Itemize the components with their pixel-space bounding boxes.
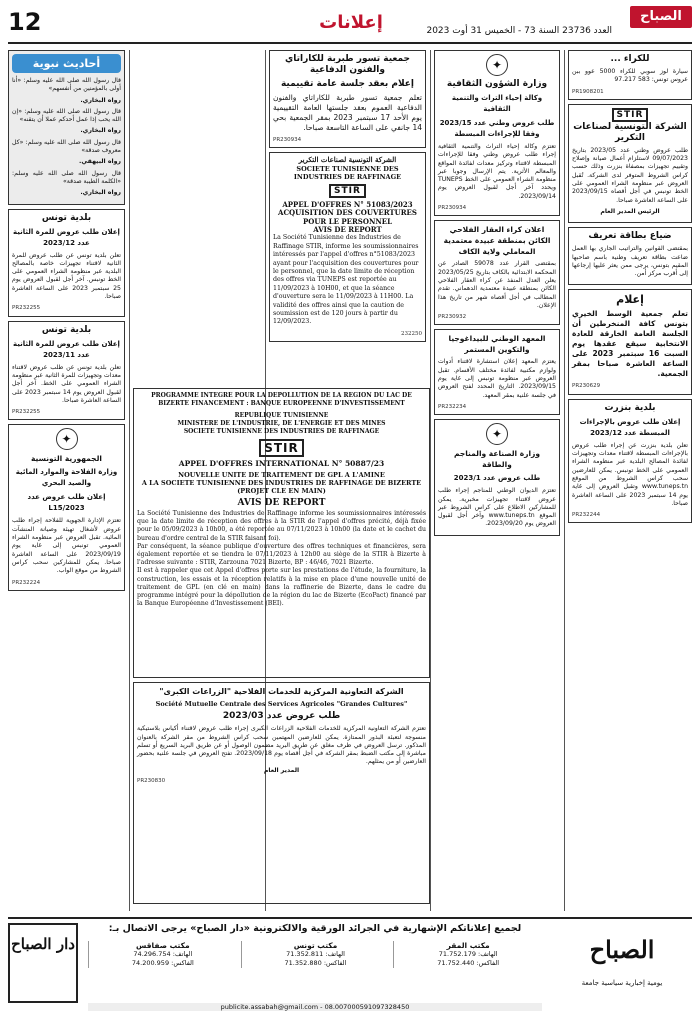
ad-signature: الرئيس المدير العام [600, 207, 660, 215]
contact-fax: الفاكس: 71.352.880 [284, 959, 347, 967]
hadith-box [8, 50, 125, 205]
column-rule [129, 50, 130, 911]
ad-text: طلب عروض وطني عدد 2023/05 بتاريخ 09/07/2023 لاستلزام أعمال صيانة وإصلاح وتقييم تجهيزات بمصفاة بنزرت وذلك حسب كراس الشروط المتوفر لدى الشركة. تُقبل العروض عبر منظومة الشراء العمومي على الخط تونبس في أجل أقصاه 2023/09/15 على الساعة العاشرة صباحا. [572, 146, 689, 204]
ad-title: بلدية بنزرت [604, 402, 656, 413]
hadith-source: رواه البخاري. [80, 189, 121, 197]
ad-text: تعتزم الشركة التعاونية المركزية للخدمات الفلاحية الزراعات الكبرى إجراء طلب عروض لاقتناء أكياس بلاستيكية منسوجة لتعبئة البذور الممتازة. يمكن للعارضين المهتمين سحب كراس الشروط من مقر الشركة بالعنوان المذكور. ترسل العروض في ظرف مغلق عن طريق البريد مضمون الوصول أو عن طريق البريد السريع أو تسلم مباشرة إلى مكتب الضبط بمقر الشركة في أجل أقصاه يوم 2023/09/18. تفتح العروض في جلسة علنية بحضور العارضين أو من يمثلهم. [137, 725, 426, 766]
ad-heading: طلب عروض وطني عدد 2023/15 وفقا للإجراءات المبسطة [439, 119, 555, 138]
company-ar: الشركة التونسية لصناعات التكرير [298, 155, 397, 165]
ad-subtitle: إعلان طلب عروض بالإجراءات المبسطة عدد 2023/12 [579, 417, 681, 437]
emblem-icon: ✦ [56, 428, 78, 450]
hadith-text: قال رسول الله صلى الله عليه وسلم: «إن الله يحب إذا عمل أحدكم عملا أن يتقنه» [12, 107, 121, 124]
ad-ministry-agriculture [8, 424, 125, 590]
ad-text: تعلن بلدية تونس عن طلب عروض للمرة الثانية لاقتناء تجهيزات خاصة بالمصالح البلدية عبر منظومة الشراء العمومي على الخط تونبس. آخر أجل لقبول العروض يوم 25 سبتمبر 2023 على الساعة العاشرة صباحا. [12, 251, 121, 301]
ad-ref: PR1908201 [572, 88, 604, 95]
page-number: 12 [8, 8, 42, 36]
stir-logo: STIR [329, 184, 366, 198]
ad-agri-cooperative [133, 682, 430, 904]
ad-text: تعلم جمعية تسور طبربة للكاراتاي والفنون الدفاعية العموم بعقد جلستها العامة التقييمية يوم الأحد 17 سبتمبر 2023 بمقر الجمعية بحي 14 جانفي على الساعة التاسعة صباحا. [273, 93, 422, 132]
footer-tagline: يومية إخبارية سياسية جامعة [581, 979, 663, 987]
emblem-icon: ✦ [486, 54, 508, 76]
emblem-icon: ✦ [486, 423, 508, 445]
stir-logo: STIR [259, 439, 304, 457]
hadith-text: قال رسول الله صلى الله عليه وسلم: «الكلمة الطيبة صدقة» [12, 169, 121, 185]
ad-ref: PR232244 [572, 512, 601, 519]
ad-title: جمعية تسور طبربة للكاراتاي والفنون الدفاعية [284, 54, 411, 75]
ao-report: AVIS DE REPORT [237, 497, 326, 508]
ao-report: AVIS DE REPORT [313, 225, 382, 235]
contact-title: مكتب صفاقس [136, 941, 190, 950]
ad-stir-couvertures [269, 152, 426, 342]
column-2 [434, 50, 560, 911]
ad-title: وزارة الشؤون الثقافية [446, 79, 548, 89]
masthead-logo: الصباح [630, 6, 692, 28]
ad-subtitle: وزارة الفلاحة والموارد المائية والصيد البحري [15, 468, 118, 488]
ad-title: وزارة الصناعة والمناجم والطاقة [453, 449, 541, 470]
contact-fax: الفاكس: 74.200.959 [131, 959, 194, 967]
ad-ref: PR230830 [137, 778, 166, 785]
ad-text: يعتزم المعهد إعلان استشارة لاقتناء أدوات ولوازم مكتبية لفائدة مختلف الأقسام. تقبل العروض عبر منظومة تونبس إلى غاية يوم 2023/09/15. التاريخ المحدد لفتح العروض في جلسة علنية بمقر المعهد. [438, 358, 556, 399]
ad-title: الجمهورية التونسية [31, 454, 102, 464]
ad-text: تعتزم الديوان الوطني للمناجم إجراء طلب عروض لاقتناء تجهيزات مخبرية. يمكن للمشاركين الاطلاع على كراس الشروط عبر الموقع www.tuneps.tn وآخر أجل لقبول العروض يوم 2023/09/20. [438, 487, 556, 528]
ad-text: سيارة لوز سوبي للكراء 5000 عوو ببن عروس تونس: 583 97.217 [572, 68, 688, 84]
ad-subtitle: وكالة إحياء التراث والتنمية الثقافية [451, 94, 543, 113]
ad-title: الشركة التونسية لصناعات التكرير [573, 121, 687, 143]
ad-text: تعلم جمعية الوسط الخيري بتونس كافة المنخرطين أن الجلسة العامة الخارقة للعادة الانتخابية سيقع عقدها يوم السبت 16 سبتمبر 2023 على الساعة العاشرة صباحا بمقر الجمعية. [572, 309, 688, 379]
page-header [8, 6, 692, 44]
ad-paragraph-3: Il est à rappeler que cet Appel d'offres porte sur les prestations de l'étude, la fourniture, la construction, les essais et la réception relatifs à la mise en place d'une nouvelle unité de traitement de GPL (en clé en main) dans la raffinerie de Bizerte, dans le cadre du programme intégré pour la dépollution de la région du lac de Bizerte (EcoPact) financé par la Banque Européenne d'Investissement (BEI). [137, 567, 426, 608]
ad-heading: طلب عروض عدد 2023/03 [222, 711, 341, 722]
page-footer [8, 917, 692, 1013]
ad-municipality-tunis-1 [8, 209, 125, 317]
company-fr-1: SOCIETE TUNISIENNE DES [296, 164, 399, 173]
ad-ref: PR230629 [572, 383, 601, 390]
hadith-source: رواه البخاري. [80, 127, 121, 135]
dar-assabah-logo: دار الصباح [8, 923, 78, 1003]
contact-phone: الهاتف: 74.296.754 [133, 950, 193, 958]
footer-web-bank: publicite.assabah@gmail.com - 08.007000591097328450 [88, 1003, 542, 1011]
ad-signature: المدير العام [263, 766, 300, 774]
ad-subtitle: طلب عروض عدد 2023/1 [453, 474, 541, 483]
ad-culture [434, 50, 560, 216]
ad-title: بلدية تونس [41, 212, 92, 223]
company-fr-2: INDUSTRIES DE RAFFINAGE [293, 172, 402, 181]
wide-ads [133, 388, 430, 909]
ad-text: La Société Tunisienne des Industries de Raffinage STIR, informe les soumissionnaires intéressés par l'appel d'offres n°51083/2023 ayant pour l'acquisition des couvertures pour le personnel, que la date limite de réception des offres via TUNEPS est reportée au 11/09/2023 à 10H00, et que la séance d'ouverture sera le 11/09/2023 à 11H00. La validité des offres ainsi que la caution de soumission est de 120 jours à partir du 12/09/2023. [273, 234, 419, 326]
ad-municipality-bizerte [568, 399, 692, 524]
ad-stir-international [133, 388, 430, 678]
contact-phone: الهاتف: 71.352.811 [286, 950, 345, 958]
ad-heading: إعلان طلب عروض عدد L15/2023 [27, 493, 106, 513]
ao-subject-2: A LA SOCIETE TUNISIENNE DES INDUSTRIES DE RAFFINAGE DE BIZERTE [141, 479, 422, 488]
ad-title: الشركة التعاونية المركزية للخدمات الفلاحية "الزراعات الكبرى" [159, 687, 404, 696]
ad-ref: PR230934 [273, 137, 302, 143]
contact-phone: الهاتف: 71.752.179 [438, 950, 498, 958]
ad-paragraph-1: La Société Tunisienne des Industries de Raffinage informe les soumissionnaires intéressés que la date limite de réception des offres à la STIR de l'appel d'offres précité, déjà fixée pour le 05/09/2023 à 10h00, a été reportée au 07/11/2023 à 10h00 (la date et le cachet du bureau d'ordre central de la STIR faisant foi). [137, 509, 426, 542]
ad-text: بمقتضى القرار عدد 59078 الصادر عن المحكمة الابتدائية بالكاف بتاريخ 2023/05/25 يعلن العدل المنفذ عن كراء العقار الفلاحي الكائن بمنطقة عبيدة معتمدية الدهماني. تقدم المطالب في أجل أقصاه شهر من تاريخ هذا الإعلان. [438, 260, 557, 309]
contact-office-sfax [88, 941, 237, 968]
ad-subtitle: إعلام بعقد جلسة عامة تقييمية [280, 79, 415, 89]
programme-title: PROGRAMME INTEGRE POUR LA DEPOLLUTION DE LA REGION DU LAC DE BIZERTE FINANCEMENT : BANQUE EUROPEENNE D'INVESTISSEMENT [151, 392, 412, 408]
stir-logo: STIR [612, 108, 649, 122]
ad-ref: PR230932 [438, 314, 467, 321]
hadith-heading: أحاديث نبوية [12, 54, 121, 73]
hadith-text: قال رسول الله صلى الله عليه وسلم: «أنا أولى بالمؤمنين من أنفسهم» [12, 77, 121, 93]
hadith-source: رواه البيهقي. [79, 158, 121, 166]
ministry: MINISTERE DE L'INDUSTRIE, DE L'ENERGIE ET DES MINES [177, 419, 386, 427]
hadith-text: قال رسول الله صلى الله عليه وسلم: «كل معروف صدقة» [12, 138, 121, 155]
ad-subtitle: إعلان طلب عروض للمرة الثانية عدد 2023/11 [13, 339, 120, 359]
column-rule [430, 50, 431, 911]
column-right [568, 50, 692, 911]
ad-title: ضياع بطاقة تعريف [588, 231, 672, 242]
section-title: إعلانات [319, 12, 383, 33]
hadith-source: رواه البخاري. [80, 96, 121, 104]
ad-text: بمقتضى القوانين والتراتيب الجاري بها العمل ضاعت بطاقة تعريف وطنية باسم صاحبها المقيم بتونس، يرجى ممن يعثر عليها إرجاعها إلى أقرب مركز أمن. [572, 245, 688, 278]
ad-ref: PR232255 [12, 409, 41, 416]
footer-logo: الصباح [589, 935, 655, 964]
ad-ref: PR232224 [12, 579, 41, 586]
republic: REPUBLIQUE TUNISIENNE [234, 411, 329, 419]
ad-ministry-industry [434, 419, 560, 535]
ao-subject-3: (PROJET CLE EN MAIN) [237, 487, 326, 496]
ad-land-rent [434, 220, 560, 325]
company: SOCIETE TUNISIENNE DES INDUSTRIES DE RAFFINAGE [183, 428, 380, 436]
ad-stir-national [568, 104, 692, 223]
ad-institute [434, 329, 560, 415]
ad-text: تعلن بلدية تونس عن طلب عروض لاقتناء معدات وتجهيزات للمرة الثانية عبر منظومة الشراء العمومي على الخط. آخر أجل لقبول العروض يوم 14 سبتمبر 2023 على الساعة العاشرة صباحا. [12, 363, 121, 404]
column-left [8, 50, 125, 911]
contact-title: مكتب المقر [446, 941, 490, 950]
ad-title: بلدية تونس [41, 324, 92, 335]
column-rule [564, 50, 565, 911]
ad-text: تعتزم وكالة إحياء التراث والتنمية الثقافية إجراء طلب عروض وطني وفقا للإجراءات المبسطة لاقتناء وتركيز معدات لفائدة المواقع والمعالم الأثرية. يتم الإرسال وجوبا عبر منظومة الشراء العمومي على الخط TUNEPS ويحدد آخر أجل لقبول العروض يوم 2023/09/14. [438, 143, 556, 200]
ad-title-fr: Société Mutuelle Centrale des Services Agricoles "Grandes Cultures" [155, 700, 408, 708]
ad-karate-assoc [269, 50, 426, 148]
ao-number: APPEL D'OFFRES INTERNATIONAL N° 50887/23 [178, 459, 385, 469]
ad-paragraph-2: Par conséquent, la séance publique d'ouverture des offres techniques et financières, sera également reportée et se tiendra le 07/11/2023 à 12h00 au siège de la STIR à Bizerte à l'adresse suivante : STIR, Zarzouna 7021 Bizerte, BP : 46/46, 7021 Bizerte. [137, 542, 426, 567]
footer-headline: لجميع إعلاناتكم الإشهارية في الجرائد الورقية والالكترونية «دار الصباح» يرجى الاتصال بـ: [108, 923, 522, 934]
ao-number: APPEL D'OFFRES N° 51083/2023 [282, 200, 413, 210]
ad-ref: PR232234 [438, 403, 467, 410]
ad-ref: PR230934 [438, 205, 467, 212]
ao-subject: ACQUISITION DES COUVERTURES POUR LE PERSONNEL [278, 208, 417, 226]
ad-title: اعلان كراء العقار الفلاحي الكائن بمنطقة عبيدة معتمدية المعاملي ولاية الكاف [443, 225, 551, 257]
ad-car-rental [568, 50, 692, 100]
ad-ref: 232250 [401, 330, 422, 337]
contact-fax: الفاكس: 71.752.440 [437, 959, 500, 967]
ad-title: إعلام [616, 293, 644, 307]
ad-municipality-tunis-2 [8, 321, 125, 421]
ad-text: تعتزم الإدارة الجهوية للفلاحة إجراء طلب عروض لأشغال تهيئة وصيانة المنشآت المائية. تقبل العروض عبر منظومة الشراء العمومي تونبس إلى غاية يوم 2023/09/19 على الساعة العاشرة صباحا. يمكن للمشاركين سحب كراس الشروط من موقع الواب. [12, 517, 121, 575]
ad-notice [568, 289, 692, 394]
contact-office-tunis [241, 941, 390, 968]
contact-title: مكتب تونس [293, 941, 338, 950]
footer-contacts [88, 941, 542, 968]
ad-text: تعلن بلدية بنزرت عن إجراء طلب عروض بالإجراءات المبسطة لاقتناء معدات وتجهيزات لفائدة المصالح البلدية عبر منظومة الشراء العمومي على الخط تونبس. يمكن للعارضين سحب كراس الشروط من الموقع www.tuneps.tn وتقبل العروض إلى غاية يوم 14 سبتمبر 2023 على الساعة العاشرة صباحا. [572, 441, 688, 507]
column-3 [269, 50, 426, 381]
contact-office-hq [393, 941, 542, 968]
ad-subtitle: إعلان طلب عروض للمرة الثانية عدد 2023/12 [13, 227, 120, 247]
issue-line: العدد 23736 السنة 73 - الخميس 31 أوت 2023 [426, 26, 612, 36]
ad-ref: PR232255 [12, 305, 41, 312]
ad-title: للكراء ... [610, 54, 650, 64]
ad-lost-id [568, 227, 692, 285]
ao-subject-1: NOUVELLE UNITE DE TRAITEMENT DE GPL A L'AMINE [178, 470, 385, 479]
ad-title: المعهد الوطني للبيداغوجيا والتكوين المستمر [448, 334, 546, 355]
